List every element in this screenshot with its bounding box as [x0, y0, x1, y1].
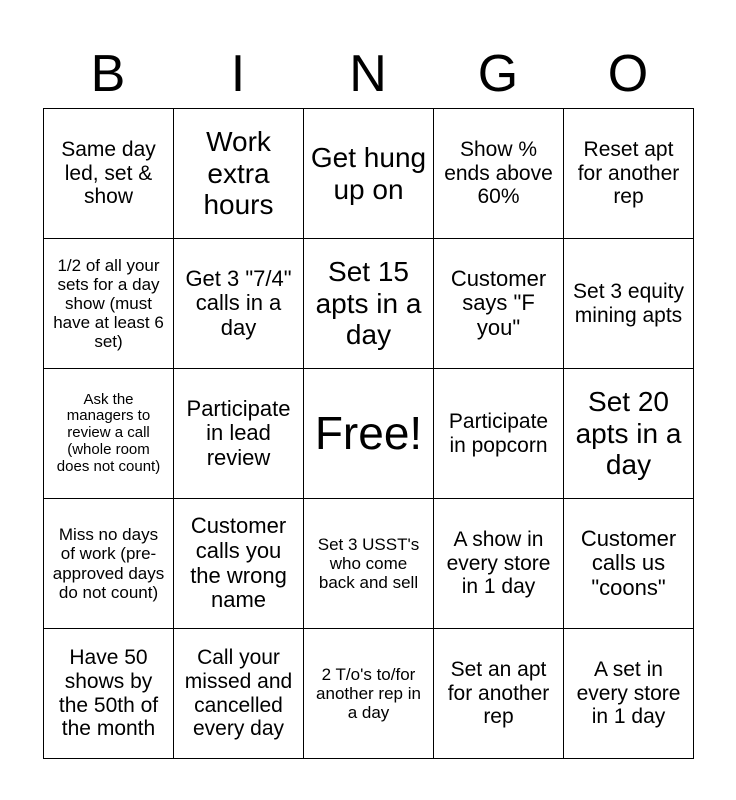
cell-text: Have 50 shows by the 50th of the month	[58, 646, 159, 741]
cell-text: 1/2 of all your sets for a day show (must have at least 6 set)	[53, 255, 164, 352]
cell-text: Set 3 equity mining apts	[573, 279, 684, 327]
cell-text: A show in every store in 1 day	[446, 528, 551, 599]
bingo-cell[interactable]	[434, 499, 564, 629]
bingo-cell[interactable]	[174, 369, 304, 499]
cell-text: Show % ends above 60%	[444, 138, 553, 209]
header-letter-n: N	[349, 45, 387, 103]
cell-text: Set 20 apts in a day	[575, 386, 682, 481]
bingo-cell[interactable]	[434, 109, 564, 239]
bingo-cell[interactable]	[44, 369, 174, 499]
cell-text: Participate in lead review	[186, 395, 291, 470]
bingo-cell[interactable]	[564, 369, 694, 499]
bingo-cell[interactable]	[174, 109, 304, 239]
bingo-cell[interactable]	[564, 499, 694, 629]
bingo-cell[interactable]	[44, 499, 174, 629]
bingo-cell[interactable]	[44, 629, 174, 759]
cell-text: Reset apt for another rep	[577, 138, 680, 209]
bingo-cell[interactable]	[174, 629, 304, 759]
cell-text: Get hung up on	[310, 142, 427, 205]
bingo-cell[interactable]	[304, 499, 434, 629]
bingo-header	[43, 40, 693, 108]
bingo-cell[interactable]	[434, 369, 564, 499]
free-space-text: Free!	[314, 406, 423, 459]
cell-text: Customer says "F you"	[450, 265, 547, 340]
header-letter-i: I	[230, 45, 246, 103]
bingo-cell[interactable]	[174, 239, 304, 369]
bingo-cell[interactable]	[304, 629, 434, 759]
cell-text: Customer calls you the wrong name	[190, 513, 287, 613]
cell-text: Customer calls us "coons"	[580, 525, 677, 600]
cell-text: Set an apt for another rep	[447, 658, 550, 729]
bingo-cell[interactable]	[564, 109, 694, 239]
bingo-grid	[43, 108, 694, 759]
bingo-cell[interactable]	[304, 109, 434, 239]
bingo-cell[interactable]	[304, 239, 434, 369]
cell-text: Miss no days of work (pre-approved days do not count)	[52, 525, 165, 602]
bingo-cell[interactable]	[174, 499, 304, 629]
cell-text: Get 3 "7/4" calls in a day	[185, 265, 292, 340]
header-letter-o: O	[607, 45, 649, 103]
cell-text: A set in every store in 1 day	[576, 658, 681, 729]
cell-text: Participate in popcorn	[448, 409, 549, 457]
bingo-cell[interactable]	[434, 239, 564, 369]
bingo-card	[43, 40, 693, 759]
free-space-cell[interactable]	[304, 369, 434, 499]
bingo-cell[interactable]	[434, 629, 564, 759]
cell-text: Ask the managers to review a call (whole room does not count)	[56, 390, 161, 475]
cell-text: Set 15 apts in a day	[315, 256, 422, 351]
cell-text: Work extra hours	[203, 126, 274, 221]
bingo-cell[interactable]	[564, 629, 694, 759]
bingo-cell[interactable]	[564, 239, 694, 369]
cell-text: Set 3 USST's who come back and sell	[317, 534, 420, 593]
bingo-cell[interactable]	[44, 109, 174, 239]
cell-text: Call your missed and cancelled every day	[184, 646, 293, 741]
cell-text: Same day led, set & show	[61, 138, 156, 209]
header-letter-b: B	[90, 45, 126, 103]
cell-text: 2 T/o's to/for another rep in a day	[316, 664, 421, 723]
bingo-cell[interactable]	[44, 239, 174, 369]
header-letter-g: G	[477, 45, 519, 103]
